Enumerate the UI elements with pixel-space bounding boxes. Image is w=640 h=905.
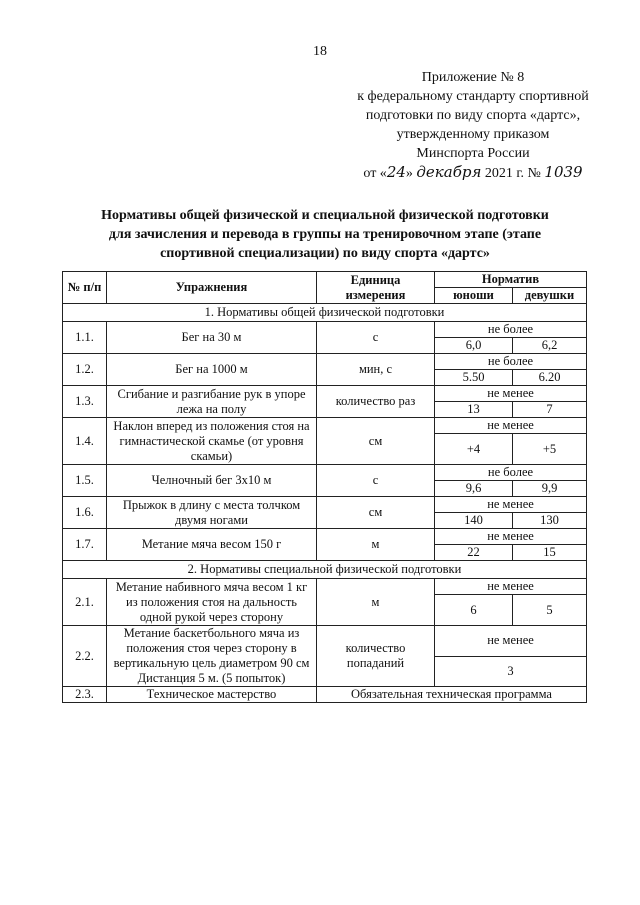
table-header-row — [63, 272, 587, 288]
table-row: 1.3. Сгибание и разгибание рук в упоре лежа на полу количество раз не менее — [63, 386, 587, 402]
section-title: 1. Нормативы общей физической подготовки — [63, 304, 587, 322]
header-unit: Единица измерения — [317, 272, 435, 304]
appendix-line: утвержденному приказом — [396, 127, 550, 142]
table-row: 1.4. Наклон вперед из положения стоя на гимнастической скамье (от уровня скамьи) см не менее — [63, 418, 587, 434]
standards-table: № п/п Упражнения Единица измерения Норматив юноши девушки 1. Нормативы общей физической подготовки 1.1. Бег на 30 м с не более 6,0 6,2 1.2. Бег на 1000 м мин, с не более 5.50 6.20 1.3. Сгибание и разгибание рук в упоре лежа на полу количество раз не менее 13 7 1.4. Наклон вперед из положения стоя на гимнастической скамье (от уровня скамьи) см не менее +4 +5 1.5. Челночный бег 3х10 м с не более 9,6 9,9 1.6. Прыжок в длину с места толчком двумя ногами см не менее 140 130 1.7. Метание мяча весом 150 г м не менее 22 15 2. Нормативы специальной физической подготовки 2.1. Метание набивного мяча весом 1 кг из положения стоя на дальность одной рукой через сторону м не менее 6 5 2.2. Метание баскетбольного мяча из положения стоя через сторону в вертикальную цель диаметром 90 см Дистанция 5 м. (5 попыток) количество попаданий не менее 3 2.3. Техническое мастерство Обязательная техническая программа — [62, 271, 587, 703]
header-boys: юноши — [435, 288, 513, 304]
header-girls: девушки — [513, 288, 587, 304]
table-row: 1.6. Прыжок в длину с места толчком двумя ногами см не менее — [63, 497, 587, 513]
handwritten-day: 24 — [386, 163, 406, 181]
table-row: 1.1. Бег на 30 м с не более — [63, 322, 587, 338]
appendix-line: подготовки по виду спорта «дартс», — [365, 108, 581, 123]
table-row: 2.3. Техническое мастерство Обязательная техническая программа — [63, 687, 587, 703]
page-number: 18 — [313, 44, 327, 59]
appendix-header — [330, 68, 616, 183]
header-num: № п/п — [63, 272, 107, 304]
handwritten-month: декабря — [416, 163, 482, 181]
appendix-line: к федеральному стандарту спортивной — [357, 89, 589, 104]
appendix-line: Минспорта России — [416, 146, 530, 161]
header-norm: Норматив — [435, 272, 587, 288]
table-row: 1.5. Челночный бег 3х10 м с не более — [63, 465, 587, 481]
handwritten-order-number: 1039 — [544, 163, 583, 181]
table-row: 2.1. Метание набивного мяча весом 1 кг из положения стоя на дальность одной рукой через сторону м не менее — [63, 579, 587, 595]
section-title: 2. Нормативы специальной физической подготовки — [63, 561, 587, 579]
order-date-line: от «24» декабря 2021 г. № 1039 — [363, 163, 583, 181]
appendix-title: Приложение № 8 — [421, 70, 525, 85]
table-row: 2.2. Метание баскетбольного мяча из положения стоя через сторону в вертикальную цель диаметром 90 см Дистанция 5 м. (5 попыток) количество попаданий не менее — [63, 626, 587, 657]
table-row: 1.2. Бег на 1000 м мин, с не более — [63, 354, 587, 370]
document-title: Нормативы общей физической и специальной физической подготовки для зачисления и перевода в группы на тренировочном этапе (этапе спортивной специализации) по виду спорта «дартс» — [101, 208, 549, 261]
table-row: 1.7. Метание мяча весом 150 г м не менее — [63, 529, 587, 545]
section-row — [63, 304, 587, 322]
section-row — [63, 561, 587, 579]
header-exercise: Упражнения — [107, 272, 317, 304]
